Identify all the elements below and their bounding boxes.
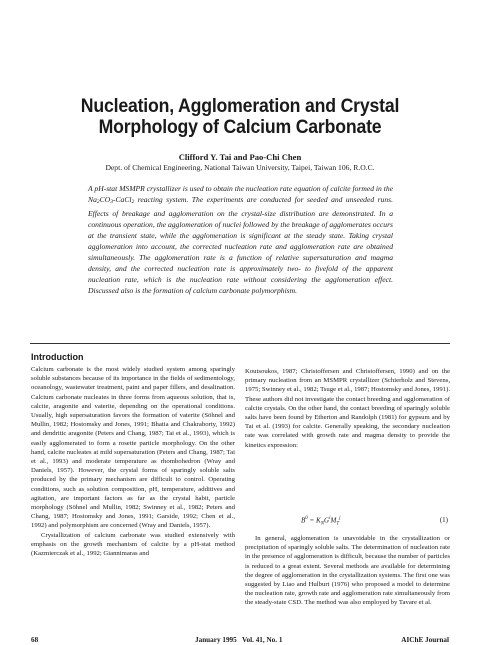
abstract-text: -CaCl xyxy=(112,195,132,204)
abstract-text: A pH-stat MSMPR crystallizer is used to obtain the nucleation rate equation of calcite formed in the Na xyxy=(88,184,393,204)
section-heading: Introduction xyxy=(31,352,84,362)
abstract-text: reacting system. The experiments are conducted for seeded and unseeded runs. Effects of breakage and agglomeration on the crystal-size distribution are demonstrated. In a continuous operation, the agglomeration of nuclei followed by the breakage of agglomerates occurs at the transient state, while the agglomeration is significant at the steady state. Taking crystal agglomeration into account, the corrected nucleation rate and agglomeration rate are obtained simultaneously. The agglomeration rate is a function of relative supersaturation and magma density, and the corrected nucleation rate is approximately two- to fivefold of the apparent nucleation rate, which is the nucleation rate without considering the agglomeration effect. Discussed also is the formation of calcium carbonate polymorphism. xyxy=(88,195,393,295)
journal-issue: January 1995 Vol. 41, No. 1 xyxy=(195,636,283,644)
equation-body xyxy=(301,516,341,527)
abstract xyxy=(88,183,393,296)
page-number: 68 xyxy=(31,636,39,644)
title-line-1: Nucleation, Agglomeration and Crystal xyxy=(80,96,400,117)
abstract-subscript: 3 xyxy=(110,199,113,205)
eq-superscript: 0 xyxy=(305,516,308,521)
affiliation: Dept. of Chemical Engineering, National Taiwan University, Taipei, Taiwan 106, R.O.C. xyxy=(105,163,375,172)
eq-symbol: = K xyxy=(307,516,321,525)
article-title xyxy=(54,96,426,138)
eq-symbol: B xyxy=(301,516,306,525)
left-column xyxy=(31,365,235,558)
eq-subscript: N xyxy=(320,521,325,527)
paragraph: Crystallization of calcium carbonate was studied extensively with emphasis on the growth mechanism of calcite by a pH-stat method (Kazmierczak et al., 1992; Giannimaras and xyxy=(31,531,235,558)
eq-symbol: M xyxy=(330,516,337,525)
equation-number: (1) xyxy=(439,516,448,524)
abstract-text: CO xyxy=(99,195,111,204)
paragraph: Calcium carbonate is the most widely studied system among sparingly soluble substances because of its importance in the fields of sedimentology, oceanology, wastewater treatment, paint and paper fillers, and desalination. Calcium carbonate nucleates in three forms from aqueous solution, that is, calcite, aragonite and vaterite, depending on the operational conditions. Usually, high supersaturation favors the formation of vaterite (Söhnel and Mullin, 1982; Hostomsky and Jones, 1991; Bhatia and Chakraborty, 1992) and dendritic aragonite (Peters and Chang, 1987; Tai et al., 1993), which is easily agglomerated to form a rosette particle morphology. On the other hand, calcite nucleates at mild supersaturation (Peters and Chang, 1987; Tai et al., 1993) and moderate temperature as rhombohedron (Wray and Daniels, 1957). However, the crystal forms of sparingly soluble salts produced by the primary mechanism are difficult to control. Operating conditions, such as solution composition, pH, temperature, additives and agitation, are important factors as far as the crystal habit, particle morphology (Söhnel and Mullin, 1982; Swinney et al., 1982; Peters and Chang, 1987; Hostomsky and Jones, 1991; Garside, 1992; Chen et al., 1992) and polymorphism are concerned (Wray and Daniels, 1957). xyxy=(31,366,235,530)
abstract-subscript: 2 xyxy=(131,199,135,205)
journal-name: AIChE Journal xyxy=(401,636,449,644)
eq-symbol: G xyxy=(324,516,330,525)
eq-superscript: j xyxy=(339,516,341,521)
right-column-bottom xyxy=(245,534,450,608)
abstract-subscript: 2 xyxy=(96,199,100,205)
paragraph: In general, agglomeration is unavoidable in the crystallization or precipitation of sparingly soluble salts. The determination of nucleation rate in the presence of agglomeration is difficult, because the number of particles is reduced to a great extent. Several methods are available for determining the degree of agglomeration in the crystallization systems. The first one was suggested by Liao and Hulburt (1976) who proposed a model to determine the nucleation rate, growth rate and agglomeration rate simultaneously from the steady-state CSD. The method was also employed by Tavare et al. xyxy=(245,535,450,607)
eq-superscript: i xyxy=(329,516,331,521)
section-divider xyxy=(30,343,450,344)
title-line-2: Morphology of Calcium Carbonate xyxy=(98,117,382,138)
authors: Clifford Y. Tai and Pao-Chi Chen xyxy=(178,152,302,162)
right-column-top xyxy=(245,367,450,450)
eq-subscript: T xyxy=(336,521,340,527)
paragraph: Koutsoukos, 1987; Christoffersen and Christoffersen, 1990) and on the primary nucleation from an MSMPR crystallizer (Schierholz and Stevens, 1975; Swinney et al., 1982; Tsuge et al., 1987; Hostomsky and Jones, 1991). These authors did not investigate the contact breeding and agglomeration of calcite crystals. On the other hand, the contact breeding of sparingly soluble salts have been found by Etherton and Randolph (1981) for gypsum and by Tai et al. (1993) for calcite. Generally speaking, the secondary nucleation rate was correlated with growth rate and magma density to provide the kinetics expression: xyxy=(245,368,450,449)
